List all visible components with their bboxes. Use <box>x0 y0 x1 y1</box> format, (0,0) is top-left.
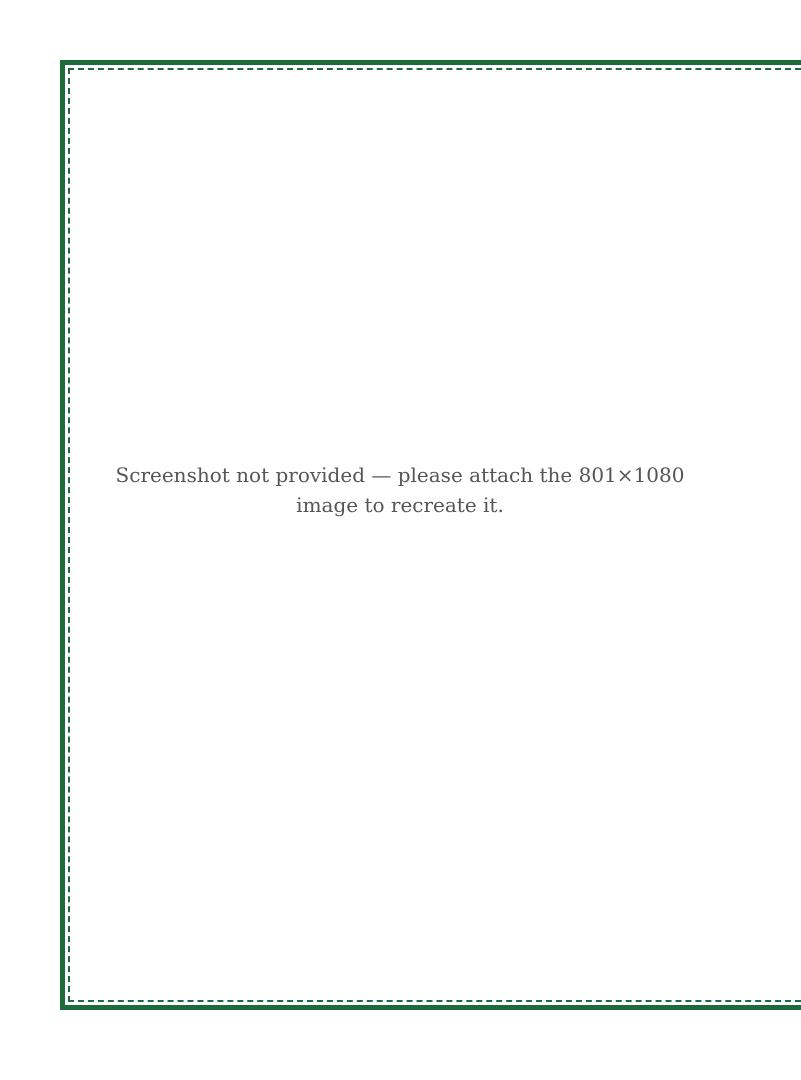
page-frame <box>60 60 801 1010</box>
missing-image-note: Screenshot not provided — please attach the 801×1080 image to recreate it. <box>115 463 685 517</box>
